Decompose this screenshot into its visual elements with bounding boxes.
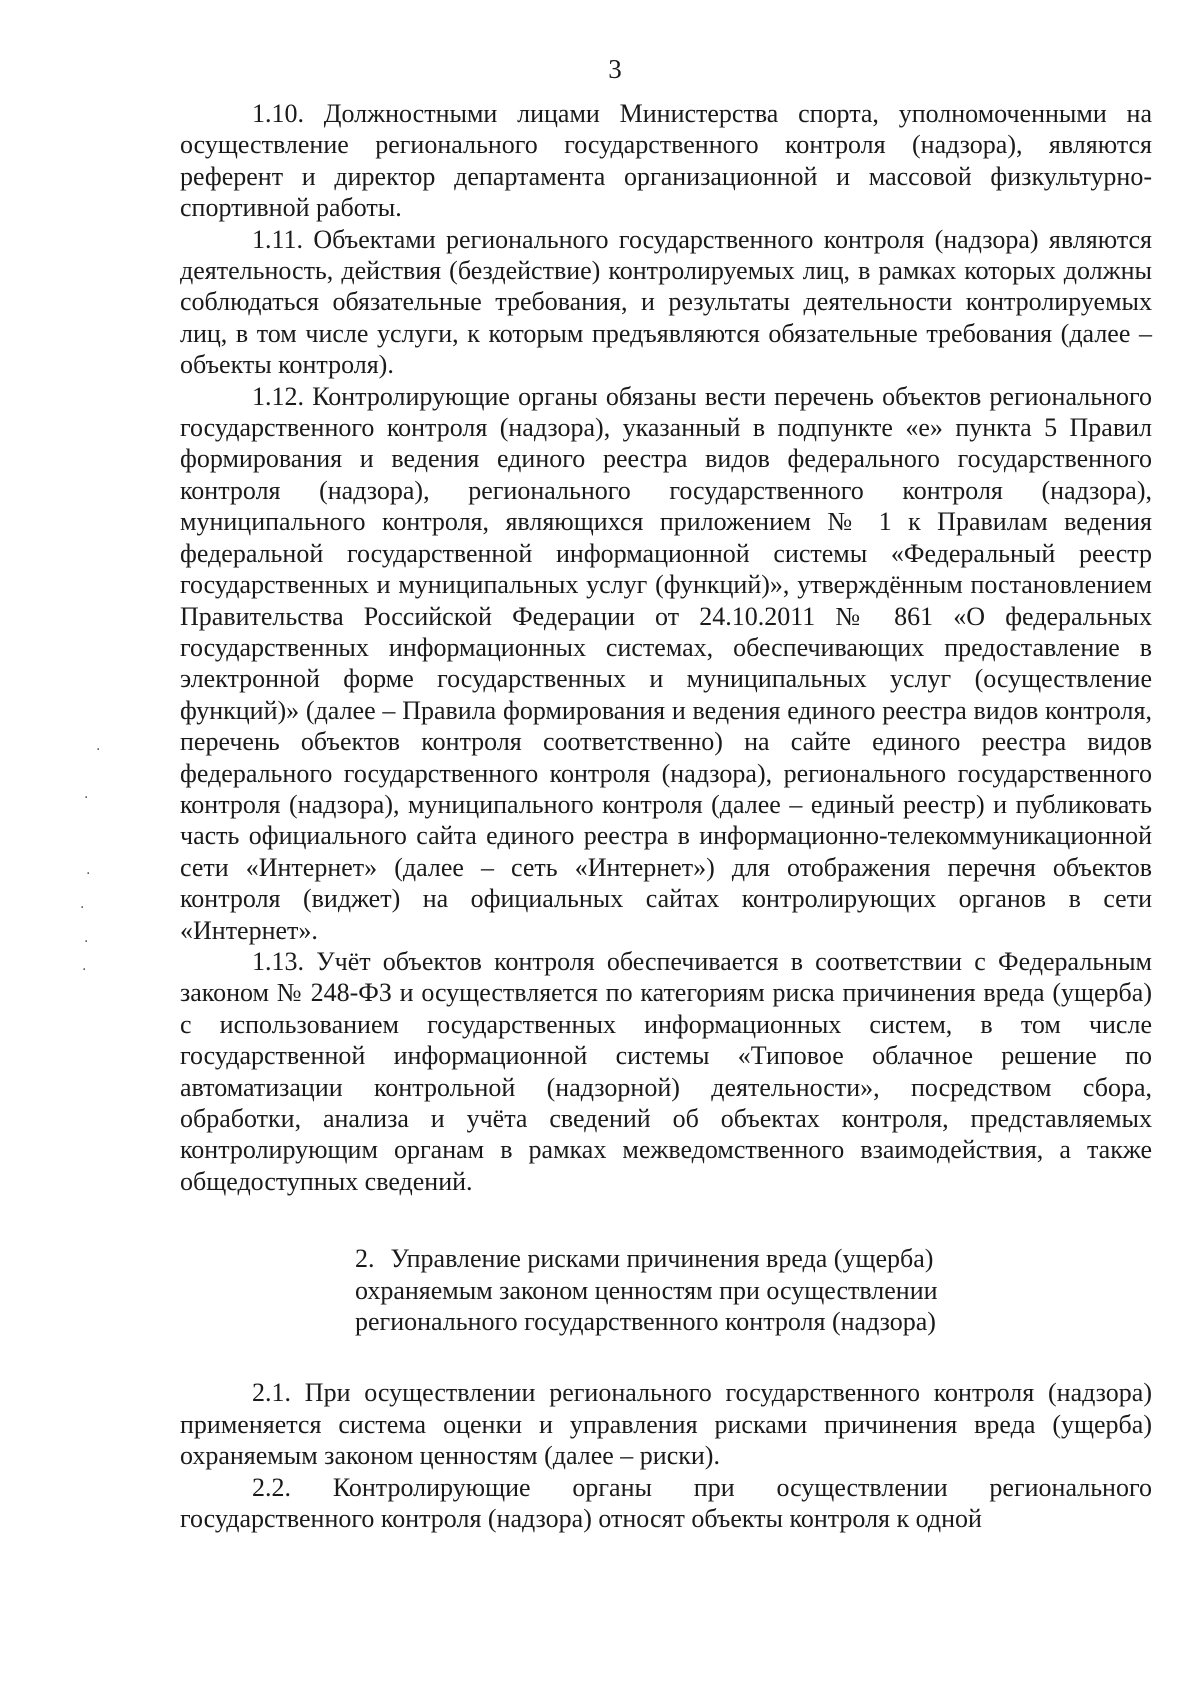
document-body <box>180 98 1152 1534</box>
section-heading-line-2: охраняемым законом ценностям при осуществлении <box>355 1275 938 1305</box>
scan-speck: · <box>96 742 101 758</box>
section-number: 2. <box>355 1244 375 1274</box>
scan-speck: · <box>80 900 85 916</box>
paragraph-1-12: 1.12. Контролирующие органы обязаны вести перечень объектов регионального государственного контроля (надзора), указанный в подпункте «е» пункта 5 Правил формирования и ведения единого реестра видов федерального государственного контроля (надзора), регионального государственного контроля (надзора), муниципального контроля, являющихся приложением № 1 к Правилам ведения федеральной государственной информационной системы «Федеральный реестр государственных и муниципальных услуг (функций)», утверждённым постановлением Правительства Российской Федерации от 24.10.2011 № 861 «О федеральных государственных информационных системах, обеспечивающих предоставление в электронной форме государственных и муниципальных услуг (осуществление функций)» (далее – Правила формирования и ведения единого реестра видов контроля, перечень объектов контроля соответственно) на сайте единого реестра видов федерального государственного контроля (надзора), регионального государственного контроля (надзора), муниципального контроля (далее – единый реестр) и публиковать часть официального сайта единого реестра в информационно-телекоммуникационной сети «Интернет» (далее – сеть «Интернет») для отображения перечня объектов контроля (виджет) на официальных сайтах контролирующих органов в сети «Интернет». <box>180 381 1152 945</box>
paragraph-1-10: 1.10. Должностными лицами Министерства спорта, уполномоченными на осуществление регионального государственного контроля (надзора), являются референт и директор департамента организационной и массовой физкультурно-спортивной работы. <box>180 99 1152 223</box>
paragraph-1-11: 1.11. Объектами регионального государственного контроля (надзора) являются деятельность, действия (бездействие) контролируемых лиц, в рамках которых должны соблюдаться обязательные требования, и результаты деятельности контролируемых лиц, в том числе услуги, к которым предъявляются обязательные требования (далее – объекты контроля). <box>180 224 1152 380</box>
page-number: 3 <box>608 54 622 84</box>
scan-speck: · <box>86 866 91 882</box>
paragraph-2-2: 2.2. Контролирующие органы при осуществлении регионального государственного контроля (надзора) относят объекты контроля к одной <box>180 1472 1152 1534</box>
section-heading-line-1: Управление рисками причинения вреда (ущерба) <box>390 1244 934 1274</box>
paragraph-2-1: 2.1. При осуществлении регионального государственного контроля (надзора) применяется система оценки и управления рисками причинения вреда (ущерба) охраняемым законом ценностям (далее – риски). <box>180 1378 1152 1471</box>
section-heading-line-3: регионального государственного контроля (надзора) <box>355 1307 936 1337</box>
scan-speck: · <box>82 962 87 978</box>
scan-speck: · <box>84 934 89 950</box>
section-heading <box>180 1243 1152 1337</box>
scan-speck: · <box>84 790 89 806</box>
paragraph-1-13: 1.13. Учёт объектов контроля обеспечивается в соответствии с Федеральным законом № 248-ФЗ и осуществляется по категориям риска причинения вреда (ущерба) с использованием государственных информационных систем, в том числе государственной информационной системы «Типовое облачное решение по автоматизации контрольной (надзорной) деятельности», посредством сбора, обработки, анализа и учёта сведений об объектах контроля, представляемых контролирующим органам в рамках межведомственного взаимодействия, а также общедоступных сведений. <box>180 946 1152 1196</box>
